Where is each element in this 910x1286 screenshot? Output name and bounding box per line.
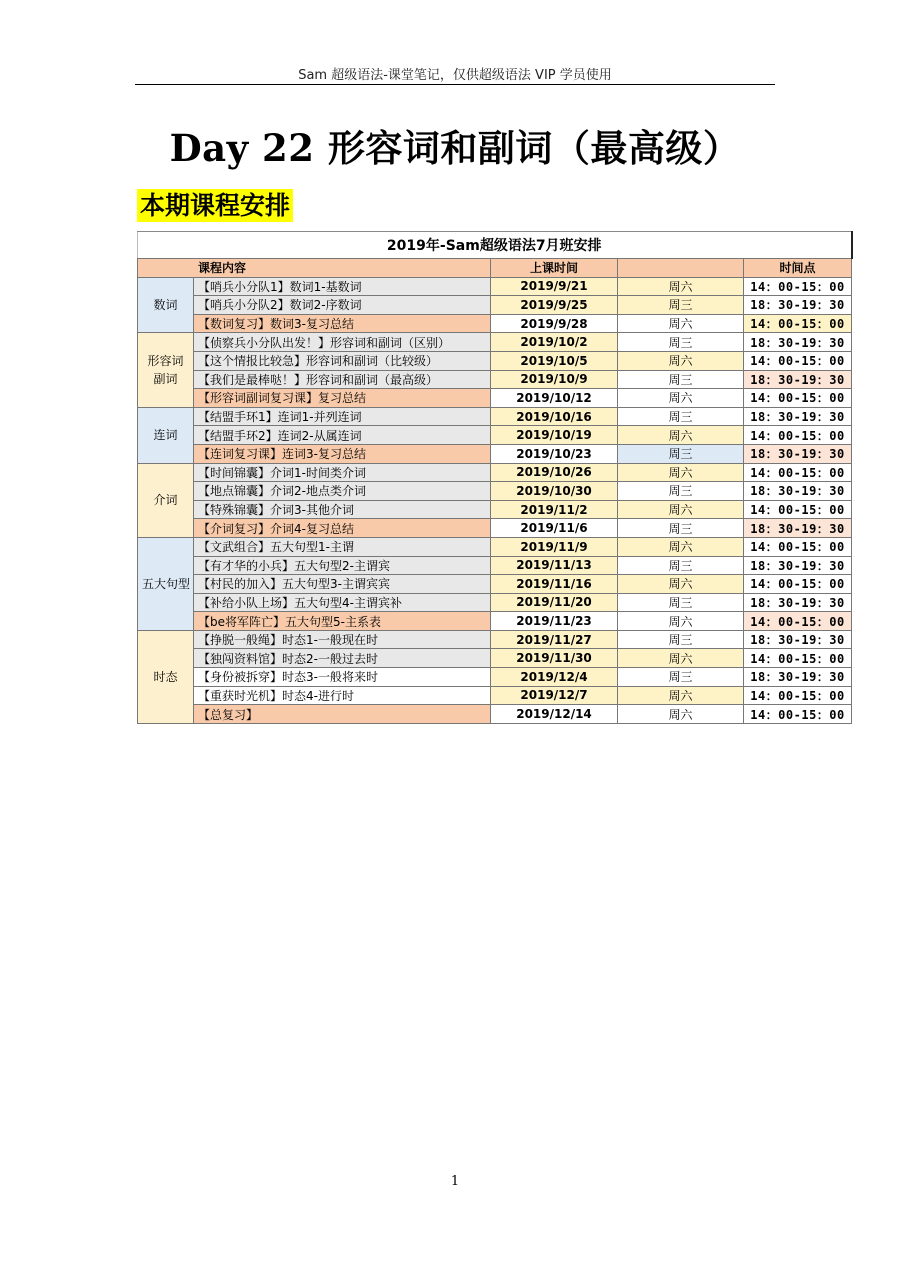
lesson-date-cell: 2019/11/13	[491, 556, 618, 575]
lesson-date-cell: 2019/11/6	[491, 519, 618, 538]
lesson-time-cell: 18：30-19：30	[744, 296, 852, 315]
lesson-time-cell: 14：00-15：00	[744, 705, 852, 724]
table-row	[138, 296, 852, 315]
lesson-content-cell: 【补给小队上场】五大句型4-主谓宾补	[194, 593, 491, 612]
lesson-weekday-cell: 周三	[618, 333, 744, 352]
lesson-time-cell: 14：00-15：00	[744, 649, 852, 668]
lesson-time-cell: 14：00-15：00	[744, 686, 852, 705]
lesson-content-cell: 【时间锦囊】介词1-时间类介词	[194, 463, 491, 482]
lesson-time-cell: 14：00-15：00	[744, 612, 852, 631]
lesson-content-cell: 【身份被拆穿】时态3-一般将来时	[194, 668, 491, 687]
lesson-weekday-cell: 周三	[618, 519, 744, 538]
lesson-time-cell: 14：00-15：00	[744, 314, 852, 333]
table-row	[138, 407, 852, 426]
table-row	[138, 426, 852, 445]
lesson-time-cell: 18：30-19：30	[744, 556, 852, 575]
table-row	[138, 537, 852, 556]
lesson-weekday-cell: 周三	[618, 407, 744, 426]
table-row	[138, 649, 852, 668]
lesson-time-cell: 18：30-19：30	[744, 593, 852, 612]
lesson-date-cell: 2019/10/30	[491, 482, 618, 501]
category-cell: 连词	[138, 407, 194, 463]
table-row	[138, 519, 852, 538]
lesson-weekday-cell: 周六	[618, 686, 744, 705]
lesson-date-cell: 2019/10/9	[491, 370, 618, 389]
lesson-time-cell: 18：30-19：30	[744, 333, 852, 352]
lesson-weekday-cell: 周六	[618, 389, 744, 408]
table-row	[138, 686, 852, 705]
category-cell: 介词	[138, 463, 194, 537]
lesson-weekday-cell: 周六	[618, 351, 744, 370]
lesson-date-cell: 2019/9/25	[491, 296, 618, 315]
lesson-time-cell: 18：30-19：30	[744, 370, 852, 389]
table-row	[138, 556, 852, 575]
table-row	[138, 351, 852, 370]
column-header-content: 课程内容	[138, 259, 491, 278]
schedule-table	[137, 231, 853, 724]
table-row	[138, 444, 852, 463]
table-row	[138, 314, 852, 333]
lesson-date-cell: 2019/11/20	[491, 593, 618, 612]
lesson-weekday-cell: 周六	[618, 649, 744, 668]
lesson-date-cell: 2019/11/30	[491, 649, 618, 668]
lesson-content-cell: 【形容词副词复习课】复习总结	[194, 389, 491, 408]
lesson-time-cell: 14：00-15：00	[744, 463, 852, 482]
lesson-weekday-cell: 周三	[618, 482, 744, 501]
table-row	[138, 630, 852, 649]
lesson-content-cell: 【哨兵小分队2】数词2-序数词	[194, 296, 491, 315]
lesson-date-cell: 2019/10/16	[491, 407, 618, 426]
lesson-content-cell: 【独闯资料馆】时态2-一般过去时	[194, 649, 491, 668]
lesson-content-cell: 【结盟手环2】连词2-从属连词	[194, 426, 491, 445]
table-banner-row	[138, 232, 852, 259]
lesson-weekday-cell: 周六	[618, 314, 744, 333]
table-banner: 2019年-Sam超级语法7月班安排	[138, 232, 852, 259]
lesson-time-cell: 14：00-15：00	[744, 277, 852, 296]
column-header-day	[618, 259, 744, 278]
lesson-weekday-cell: 周三	[618, 593, 744, 612]
lesson-weekday-cell: 周三	[618, 630, 744, 649]
lesson-content-cell: 【总复习】	[194, 705, 491, 724]
lesson-date-cell: 2019/12/4	[491, 668, 618, 687]
category-cell: 时态	[138, 630, 194, 723]
lesson-content-cell: 【有才华的小兵】五大句型2-主谓宾	[194, 556, 491, 575]
header-rule	[135, 84, 775, 85]
lesson-date-cell: 2019/11/27	[491, 630, 618, 649]
lesson-date-cell: 2019/9/28	[491, 314, 618, 333]
lesson-date-cell: 2019/12/14	[491, 705, 618, 724]
lesson-content-cell: 【我们是最棒哒！】形容词和副词（最高级）	[194, 370, 491, 389]
lesson-time-cell: 18：30-19：30	[744, 444, 852, 463]
table-row	[138, 668, 852, 687]
lesson-time-cell: 14：00-15：00	[744, 537, 852, 556]
lesson-weekday-cell: 周三	[618, 296, 744, 315]
lesson-weekday-cell: 周六	[618, 463, 744, 482]
lesson-time-cell: 14：00-15：00	[744, 500, 852, 519]
lesson-time-cell: 14：00-15：00	[744, 351, 852, 370]
column-header-date: 上课时间	[491, 259, 618, 278]
section-heading: 本期课程安排	[137, 189, 293, 222]
lesson-time-cell: 14：00-15：00	[744, 389, 852, 408]
lesson-content-cell: 【侦察兵小分队出发！】形容词和副词（区别）	[194, 333, 491, 352]
lesson-date-cell: 2019/11/9	[491, 537, 618, 556]
lesson-weekday-cell: 周六	[618, 575, 744, 594]
lesson-weekday-cell: 周六	[618, 705, 744, 724]
category-label-line: 形容词	[147, 354, 184, 369]
running-header: Sam 超级语法-课堂笔记，仅供超级语法 VIP 学员使用	[298, 68, 612, 83]
lesson-date-cell: 2019/10/23	[491, 444, 618, 463]
lesson-time-cell: 18：30-19：30	[744, 482, 852, 501]
lesson-content-cell: 【be将军阵亡】五大句型5-主系表	[194, 612, 491, 631]
lesson-content-cell: 【挣脱一般绳】时态1-一般现在时	[194, 630, 491, 649]
lesson-date-cell: 2019/10/2	[491, 333, 618, 352]
table-row	[138, 593, 852, 612]
lesson-content-cell: 【哨兵小分队1】数词1-基数词	[194, 277, 491, 296]
lesson-content-cell: 【村民的加入】五大句型3-主谓宾宾	[194, 575, 491, 594]
lesson-content-cell: 【介词复习】介词4-复习总结	[194, 519, 491, 538]
lesson-content-cell: 【重获时光机】时态4-进行时	[194, 686, 491, 705]
category-cell: 五大句型	[138, 537, 194, 630]
lesson-weekday-cell: 周三	[618, 556, 744, 575]
lesson-date-cell: 2019/11/2	[491, 500, 618, 519]
lesson-weekday-cell: 周六	[618, 537, 744, 556]
lesson-date-cell: 2019/10/26	[491, 463, 618, 482]
table-row	[138, 705, 852, 724]
table-row	[138, 463, 852, 482]
table-row	[138, 389, 852, 408]
lesson-content-cell: 【这个情报比较急】形容词和副词（比较级）	[194, 351, 491, 370]
table-header-row	[138, 259, 852, 278]
category-label-line: 副词	[153, 372, 178, 387]
table-row	[138, 575, 852, 594]
lesson-weekday-cell: 周三	[618, 444, 744, 463]
page-number: 1	[450, 1174, 460, 1189]
lesson-weekday-cell: 周六	[618, 426, 744, 445]
lesson-content-cell: 【文武组合】五大句型1-主谓	[194, 537, 491, 556]
lesson-content-cell: 【数词复习】数词3-复习总结	[194, 314, 491, 333]
lesson-content-cell: 【特殊锦囊】介词3-其他介词	[194, 500, 491, 519]
lesson-time-cell: 18：30-19：30	[744, 668, 852, 687]
lesson-time-cell: 18：30-19：30	[744, 407, 852, 426]
table-row	[138, 370, 852, 389]
page-title: Day 22 形容词和副词（最高级）	[169, 126, 741, 170]
table-row	[138, 333, 852, 352]
lesson-date-cell: 2019/11/16	[491, 575, 618, 594]
lesson-date-cell: 2019/9/21	[491, 277, 618, 296]
lesson-weekday-cell: 周六	[618, 277, 744, 296]
lesson-content-cell: 【连词复习课】连词3-复习总结	[194, 444, 491, 463]
lesson-date-cell: 2019/12/7	[491, 686, 618, 705]
lesson-time-cell: 18：30-19：30	[744, 519, 852, 538]
lesson-time-cell: 18：30-19：30	[744, 630, 852, 649]
lesson-weekday-cell: 周六	[618, 612, 744, 631]
lesson-weekday-cell: 周三	[618, 668, 744, 687]
table-row	[138, 612, 852, 631]
category-cell: 数词	[138, 277, 194, 333]
column-header-time: 时间点	[744, 259, 852, 278]
category-cell	[138, 333, 194, 407]
lesson-date-cell: 2019/10/5	[491, 351, 618, 370]
lesson-weekday-cell: 周六	[618, 500, 744, 519]
lesson-weekday-cell: 周三	[618, 370, 744, 389]
lesson-date-cell: 2019/10/12	[491, 389, 618, 408]
lesson-date-cell: 2019/10/19	[491, 426, 618, 445]
table-row	[138, 500, 852, 519]
table-row	[138, 482, 852, 501]
lesson-time-cell: 14：00-15：00	[744, 426, 852, 445]
lesson-time-cell: 14：00-15：00	[744, 575, 852, 594]
lesson-content-cell: 【地点锦囊】介词2-地点类介词	[194, 482, 491, 501]
lesson-content-cell: 【结盟手环1】连词1-并列连词	[194, 407, 491, 426]
lesson-date-cell: 2019/11/23	[491, 612, 618, 631]
table-row	[138, 277, 852, 296]
